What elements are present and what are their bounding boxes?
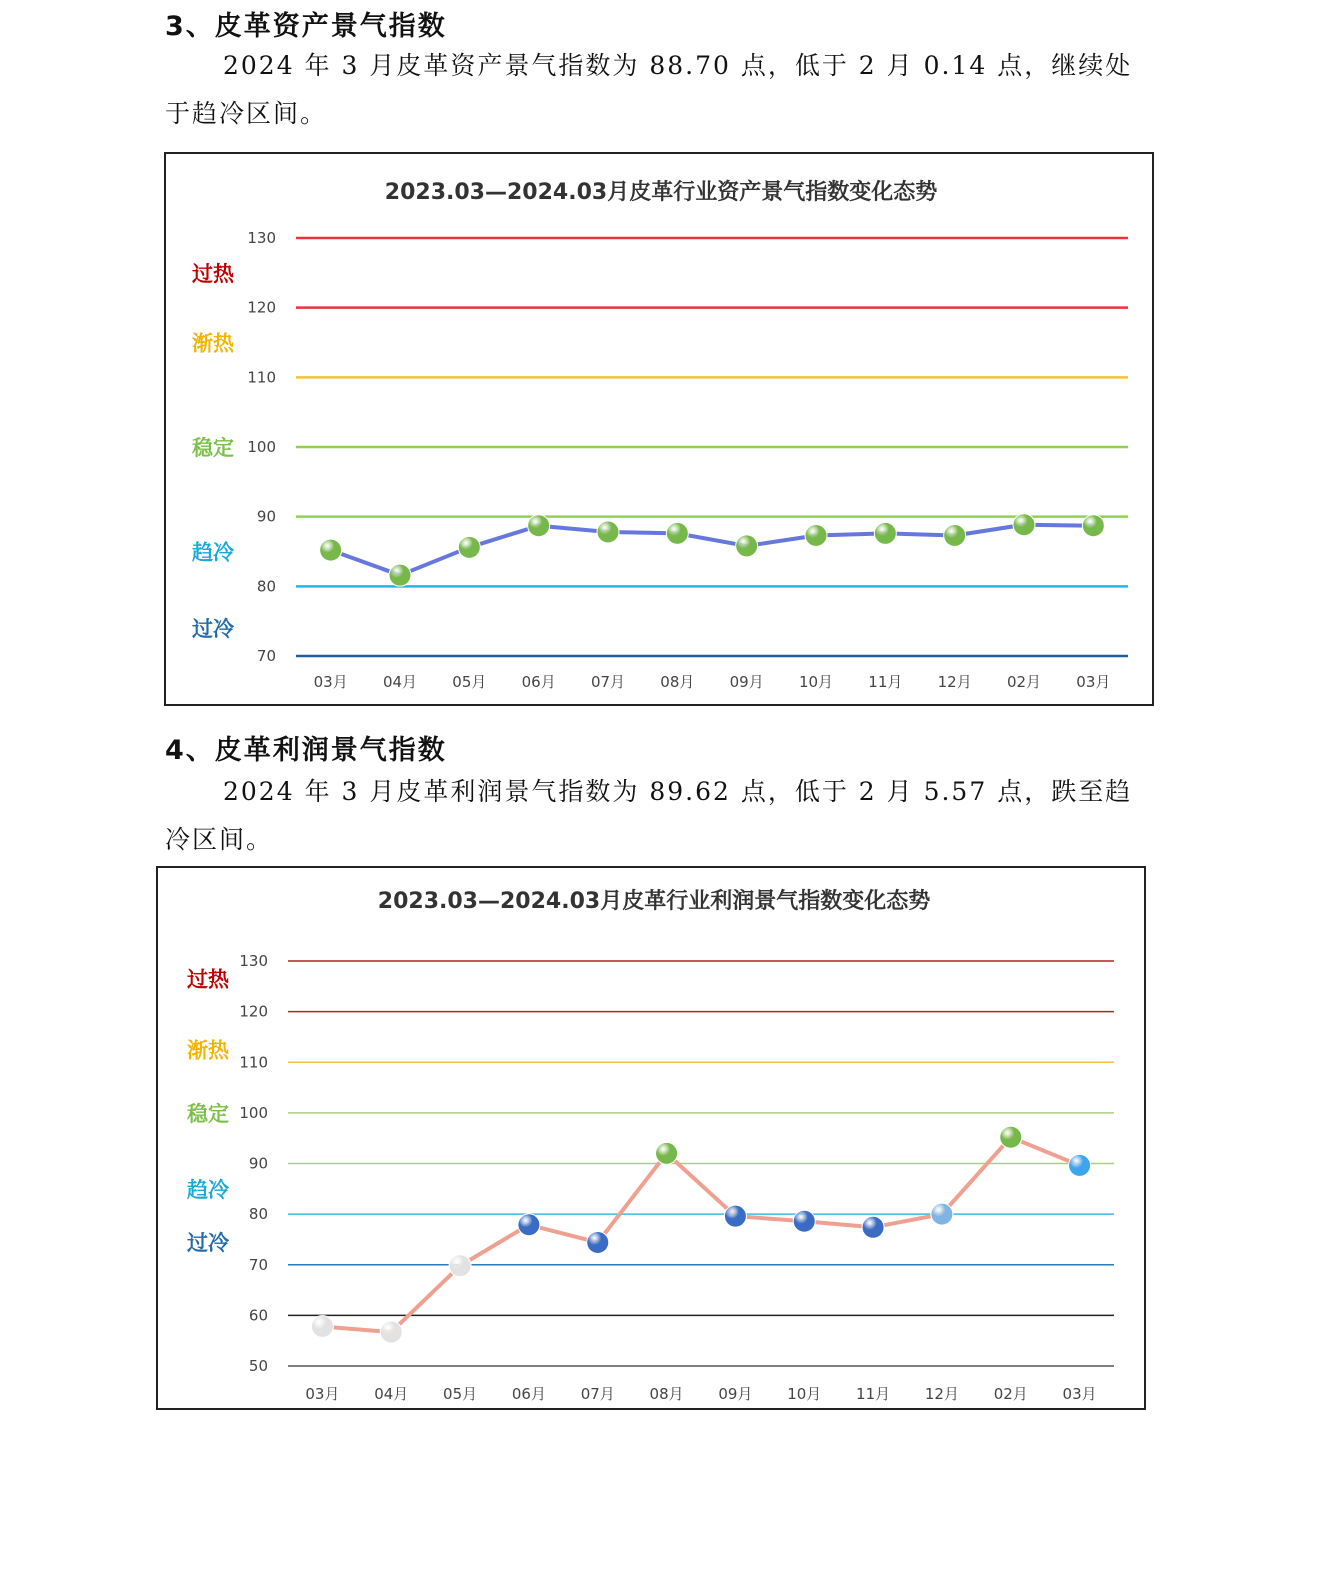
data-point xyxy=(805,524,827,546)
y-tick-label: 70 xyxy=(248,1255,268,1274)
x-tick-label: 02月 xyxy=(1006,673,1042,691)
data-point xyxy=(1082,515,1104,537)
data-point xyxy=(597,521,619,543)
data-point xyxy=(862,1216,884,1238)
data-point xyxy=(874,522,896,544)
x-tick-label: 11月 xyxy=(856,1385,891,1403)
x-tick-label: 05月 xyxy=(443,1385,478,1403)
x-tick-label: 08月 xyxy=(649,1385,684,1403)
y-tick-label: 110 xyxy=(247,368,276,387)
data-point xyxy=(666,522,688,544)
profit-index-chart xyxy=(156,866,1146,1410)
data-point xyxy=(1013,514,1035,536)
data-point xyxy=(587,1231,609,1253)
y-tick-label: 120 xyxy=(247,298,276,317)
y-tick-label: 60 xyxy=(248,1306,268,1325)
asset-index-chart xyxy=(164,152,1154,706)
x-tick-label: 03月 xyxy=(305,1385,340,1403)
series-line xyxy=(331,525,1094,575)
x-tick-label: 03月 xyxy=(313,673,348,691)
x-tick-label: 06月 xyxy=(521,673,556,691)
zone-label: 趋冷 xyxy=(192,540,234,565)
section-heading-profit-index: 4、皮革利润景气指数 xyxy=(165,735,447,766)
y-tick-label: 100 xyxy=(247,438,276,456)
x-tick-label: 08月 xyxy=(660,673,695,691)
y-tick-label: 50 xyxy=(248,1357,268,1375)
series-line xyxy=(322,1137,1079,1332)
x-tick-label: 11月 xyxy=(868,673,903,691)
x-tick-label: 10月 xyxy=(787,1385,822,1403)
x-tick-label: 07月 xyxy=(590,673,626,691)
zone-label: 过热 xyxy=(192,261,234,286)
zone-label: 过冷 xyxy=(187,1230,229,1255)
zone-label: 稳定 xyxy=(192,436,234,460)
profit-index-paragraph: 2024 年 3 月皮革利润景气指数为 89.62 点，低于 2 月 5.57 点，跌至趋冷区间。 xyxy=(165,777,1133,854)
y-tick-label: 70 xyxy=(256,647,276,665)
x-tick-label: 04月 xyxy=(374,1385,409,1403)
data-point xyxy=(320,539,342,561)
x-tick-label: 03月 xyxy=(1062,1385,1097,1403)
zone-label: 趋冷 xyxy=(187,1177,229,1202)
x-tick-label: 05月 xyxy=(452,673,487,691)
x-tick-label: 04月 xyxy=(382,673,418,691)
asset-index-paragraph: 2024 年 3 月皮革资产景气指数为 88.70 点，低于 2 月 0.14 点，继续处于趋冷区间。 xyxy=(165,51,1133,128)
chart-title: 2023.03—2024.03月皮革行业资产景气指数变化态势 xyxy=(384,180,938,205)
data-point xyxy=(449,1255,471,1277)
x-tick-label: 09月 xyxy=(718,1385,753,1403)
data-point xyxy=(380,1321,402,1343)
data-point xyxy=(656,1142,678,1164)
y-tick-label: 80 xyxy=(256,577,276,596)
data-point xyxy=(931,1203,953,1225)
profit-index-chart-svg xyxy=(158,868,1144,1408)
data-point xyxy=(389,564,411,586)
x-tick-label: 09月 xyxy=(729,673,764,691)
y-tick-label: 100 xyxy=(239,1103,268,1122)
data-point xyxy=(793,1210,815,1232)
x-tick-label: 02月 xyxy=(993,1385,1028,1403)
y-tick-label: 110 xyxy=(239,1053,268,1072)
zone-label: 过冷 xyxy=(192,617,234,642)
x-tick-label: 03月 xyxy=(1076,673,1111,691)
chart-title: 2023.03—2024.03月皮革行业利润景气指数变化态势 xyxy=(377,889,931,914)
x-tick-label: 12月 xyxy=(924,1385,959,1403)
y-tick-label: 130 xyxy=(247,229,276,247)
x-tick-label: 10月 xyxy=(798,673,834,691)
y-tick-label: 90 xyxy=(248,1154,268,1173)
data-point xyxy=(1000,1126,1022,1148)
data-point xyxy=(736,535,758,557)
asset-index-chart-svg xyxy=(166,154,1152,704)
y-tick-label: 130 xyxy=(239,952,268,970)
data-point xyxy=(1069,1154,1091,1176)
zone-label: 稳定 xyxy=(187,1101,229,1126)
y-tick-label: 90 xyxy=(256,507,276,526)
data-point xyxy=(518,1214,540,1236)
zone-label: 过热 xyxy=(187,967,229,992)
data-point xyxy=(944,524,966,546)
data-point xyxy=(724,1205,746,1227)
y-tick-label: 120 xyxy=(239,1002,268,1021)
data-point xyxy=(528,515,550,537)
zone-label: 渐热 xyxy=(187,1038,229,1063)
y-tick-label: 80 xyxy=(248,1205,268,1224)
x-tick-label: 07月 xyxy=(580,1385,615,1403)
data-point xyxy=(458,536,480,558)
x-tick-label: 12月 xyxy=(937,673,972,691)
x-tick-label: 06月 xyxy=(511,1385,546,1403)
section-heading-asset-index: 3、皮革资产景气指数 xyxy=(165,11,447,42)
zone-label: 渐热 xyxy=(192,331,234,356)
data-point xyxy=(311,1316,333,1338)
